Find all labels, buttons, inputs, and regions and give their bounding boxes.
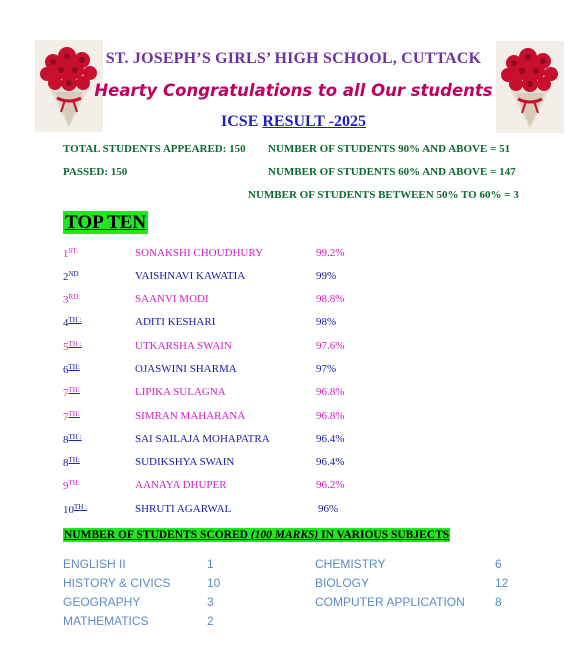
stat-sixty-above: NUMBER OF STUDENTS 60% AND ABOVE = 147 — [268, 166, 516, 178]
subject-count: 8 — [495, 595, 502, 609]
student-name: AANAYA DHUPER — [135, 479, 227, 491]
student-score: 97.6% — [316, 340, 345, 352]
rank-number: 7 — [63, 387, 69, 399]
student-name: SHRUTI AGARWAL — [135, 503, 232, 515]
subject-name: HISTORY & CIVICS — [63, 576, 171, 590]
rank-suffix: TH : — [74, 503, 88, 511]
rank-number: 6 — [63, 364, 69, 376]
stat-ninety-above: NUMBER OF STUDENTS 90% AND ABOVE = 51 — [268, 143, 511, 155]
rank-number: 1 — [63, 248, 69, 260]
rank-suffix: TH: — [68, 479, 80, 487]
rank-suffix: ST: — [68, 247, 79, 255]
subject-count: 3 — [207, 595, 214, 609]
rank-number: 7 — [63, 411, 69, 423]
student-score: 97% — [316, 363, 337, 375]
rank-suffix: ND — [68, 270, 79, 278]
rank-label — [63, 386, 80, 399]
subjects-heading-a: NUMBER OF STUDENTS SCORED — [64, 529, 251, 541]
student-name: SIMRAN MAHARANA — [135, 410, 246, 422]
student-score: 98.8% — [316, 293, 345, 305]
student-name: SAI SAILAJA MOHAPATRA — [135, 433, 270, 445]
rank-label — [63, 456, 80, 469]
rank-suffix: TH : — [68, 316, 82, 324]
student-name: LIPIKA SULAGNA — [135, 386, 226, 398]
student-score: 98% — [316, 316, 337, 328]
rank-number: 2 — [63, 271, 69, 283]
subjects-heading-c: IN VARIOUS SUBJECTS — [318, 529, 450, 541]
rank-number: 10 — [63, 504, 74, 516]
student-name: ADITI KESHARI — [135, 316, 216, 328]
rank-label — [63, 410, 80, 423]
rank-label — [63, 479, 80, 492]
subject-count: 10 — [207, 576, 221, 590]
rank-label — [63, 270, 79, 283]
subjects-heading — [63, 528, 450, 542]
top-ten-heading: TOP TEN — [65, 212, 147, 233]
rank-number: 4 — [63, 317, 69, 329]
subject-name: CHEMISTRY — [315, 557, 386, 571]
rank-number: 9 — [63, 480, 69, 492]
student-score: 96.4% — [316, 433, 345, 445]
student-score: 96.4% — [316, 456, 345, 468]
student-score: 99.2% — [316, 247, 345, 259]
rank-suffix: TH: — [68, 386, 80, 394]
student-name: SUDIKSHYA SWAIN — [135, 456, 235, 468]
subject-count: 12 — [495, 576, 509, 590]
subject-name: GEOGRAPHY — [63, 595, 141, 609]
subject-name: MATHEMATICS — [63, 614, 149, 628]
rank-suffix: TH: — [68, 456, 80, 464]
rank-number: 8 — [63, 434, 69, 446]
rank-label — [63, 433, 82, 446]
subjects-heading-b: (100 MARKS) — [250, 529, 319, 541]
student-name: UTKARSHA SWAIN — [135, 340, 232, 352]
student-name: VAISHNAVI KAWATIA — [135, 270, 246, 282]
student-name: SONAKSHI CHOUDHURY — [135, 247, 264, 259]
subject-name: BIOLOGY — [315, 576, 370, 590]
student-name: SAANVI MODI — [135, 293, 209, 305]
subject-name: ENGLISH II — [63, 557, 126, 571]
rank-label — [63, 503, 87, 516]
rank-label — [63, 316, 82, 329]
result-title — [0, 113, 587, 131]
rank-suffix: TH: — [68, 410, 80, 418]
rank-number: 3 — [63, 294, 69, 306]
student-score: 99% — [316, 270, 337, 282]
rank-number: 5 — [63, 341, 69, 353]
rank-label — [63, 247, 78, 260]
subject-count: 1 — [207, 557, 214, 571]
result-prefix: ICSE — [221, 113, 263, 130]
school-name: ST. JOSEPH’S GIRLS’ HIGH SCHOOL, CUTTACK — [105, 50, 482, 67]
subject-name: COMPUTER APPLICATION — [315, 595, 465, 609]
rank-suffix: TH: — [68, 363, 80, 371]
stat-passed: PASSED: 150 — [63, 166, 128, 178]
congratulations-line: Hearty Congratulations to all Our students — [94, 81, 493, 100]
rank-suffix: RD: — [68, 293, 81, 301]
student-score: 96.8% — [316, 386, 345, 398]
subject-count: 6 — [495, 557, 502, 571]
rank-number: 8 — [63, 457, 69, 469]
student-score: 96.8% — [316, 410, 345, 422]
rank-suffix: TH : — [68, 340, 82, 348]
rank-label — [63, 363, 80, 376]
rank-label — [63, 340, 82, 353]
student-score: 96% — [318, 503, 339, 515]
result-year: RESULT -2025 — [262, 113, 366, 130]
rank-suffix: TH : — [68, 433, 82, 441]
student-name: OJASWINI SHARMA — [135, 363, 237, 375]
rank-label — [63, 293, 80, 306]
stat-appeared: TOTAL STUDENTS APPEARED: 150 — [63, 143, 246, 155]
subject-count: 2 — [207, 614, 214, 628]
student-score: 96.2% — [316, 479, 345, 491]
stat-fifty-sixty: NUMBER OF STUDENTS BETWEEN 50% TO 60% = 3 — [248, 189, 519, 201]
